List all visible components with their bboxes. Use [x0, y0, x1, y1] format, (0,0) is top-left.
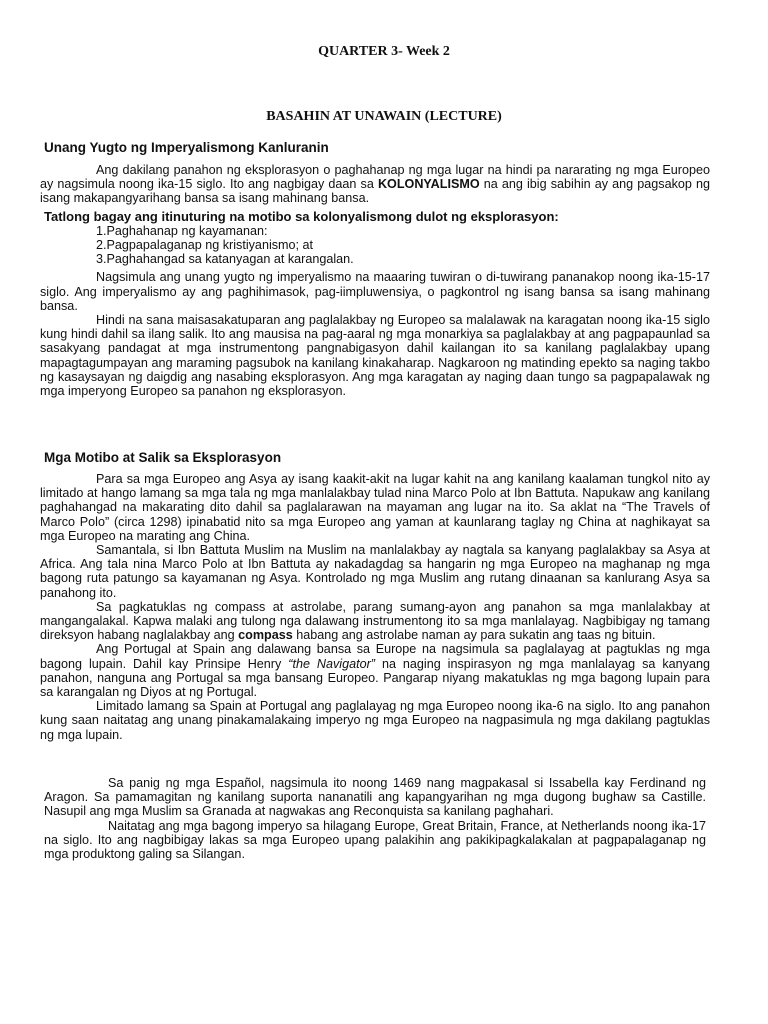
motives-lead: Tatlong bagay ang itinuturing na motibo sa kolonyalismong dulot ng eksplorasyon:: [44, 208, 559, 224]
navigator-epithet: “the Navigator”: [288, 656, 375, 671]
list-item: 1.Paghahanap ng kayamanan:: [96, 223, 268, 238]
paragraph-salik: Hindi na sana maisasakatuparan ang paglalakbay ng Europeo sa malalawak na karagatan noong ika-15 siglo kung hindi dahil sa ilang salik. Ito ang mausisa na pag-aaral ng mga monarkiya sa paglalakbay at ang pagpapaunlad sa sasakyang pandagat at mga instrumentong pangnabigasyon dahil kailangan ito sa kanilang paglalakbay upang mapagtagumpayan ang maraming pagsubok na kanilang kinakaharap. Nagkaroon ng matinding epekto sa naging takbo ng kasaysayan ng daigdig ang nasabing eksplorasyon. Ang mga karagatan ay naging daan tungo sa pagpapalawak ng mga imperyong Europeo sa panahon ng eksplorasyon.: [40, 313, 710, 399]
compass-text-b: habang ang astrolabe naman ay para sukatin ang taas ng bituin.: [292, 628, 656, 643]
list-item: 3.Paghahangad sa katanyagan at karangalan.: [96, 252, 354, 267]
list-item: 2.Pagpapalaganap ng kristiyanismo; at: [96, 238, 314, 253]
intro-text-b: na ang ibig sabihin ay ang pagsakop ng isang makapangyarihang bansa sa isang mahinang bansa.: [40, 177, 710, 206]
portugal-text-b: na naging inspirasyon ng mga manlalayag sa kanyang panahon, nanguna ang Portugal sa mga bansang Europeo. Pangarap niyang makatuklas ng mga bagong lupain para sa karangalan ng Diyos at ng Portugal.: [40, 656, 710, 700]
compass-keyword: compass: [238, 628, 293, 643]
paragraph-compass: [40, 600, 710, 643]
paragraph-bagong-imperyo: Naitatag ang mga bagong imperyo sa hilagang Europe, Great Britain, France, at Netherlands noong ika-17 na siglo. Ito ang nagbibigay lakas sa mga Europeo upang palakihin ang pakikipagkalakalan at pagpapalaganap ng mga produktong galing sa Silangan.: [44, 818, 706, 862]
paragraph-imperyalismo: Nagsimula ang unang yugto ng imperyalismo na maaaring tuwiran o di-tuwirang pananakop noong ika-15-17 siglo. Ang imperyalismo ay ang paghihimasok, pag-iimpluwensiya, o pagkontrol ng isang bansa sa isang mahinang bansa.: [40, 270, 710, 313]
intro-text-a: Ang dakilang panahon ng eksplorasyon o paghahanap ng mga lugar na hindi pa nararating ng mga Europeo ay nagsimula noong ika-15 siglo. Ito ang nagbigay daan sa: [40, 163, 710, 192]
paragraph-portugal-spain: [40, 642, 710, 699]
portugal-text-a: Ang Portugal at Spain ang dalawang bansa sa Europe na nagsimula sa paglalayag at pagtuklas ng mga bagong lupain. Dahil kay Prinsipe Henry: [40, 642, 710, 671]
part1-body: [40, 163, 710, 398]
paragraph-espanol: Sa panig ng mga Español, nagsimula ito noong 1469 nang magpakasal si Issabella kay Ferdinand ng Aragon. Sa pamamagitan ng kanilang suporta nananatili ang kapangyarihan ng mga dugong bughaw sa Castille. Nasupil ang mga Muslim sa Granada at nagwakas ang Reconquista sa kanilang paghahari.: [44, 776, 706, 819]
heading-mga-motibo: Mga Motibo at Salik sa Eksplorasyon: [44, 450, 282, 465]
paragraph-asya: Para sa mga Europeo ang Asya ay isang kaakit-akit na lugar kahit na ang kanilang kaalaman tungkol nito ay limitado at hango lamang sa mga tala ng mga manlalakbay tulad nina Marco Polo at Ibn Battuta. Napukaw ang kanilang paghahangad na makarating dito dahil sa paglalarawan na mayaman ang lugar na ito. Sa aklat na “The Travels of Marco Polo” (circa 1298) ipinabatid nito sa mga Europeo ang yaman at kaunlarang taglay ng China at naghikayat sa mga Europeo na marating ang China.: [40, 472, 710, 543]
quarter-title: QUARTER 3- Week 2: [318, 44, 450, 59]
paragraph-ibn-battuta: Samantala, si Ibn Battuta Muslim na Muslim na manlalakbay ay nagtala sa kanyang paglalakbay sa Asya at Africa. Ang tala nina Marco Polo at Ibn Battuta ay nakadagdag sa hangarin ng mga Europeo na maghanap ng mga bagong ruta patungo sa kayamanan ng Asya. Kontrolado ng mga Muslim ang rutang dinaanan sa kanlurang Asya sa panahong ito.: [40, 543, 710, 600]
part2-body: [40, 472, 710, 742]
part3-body: [44, 776, 706, 861]
section-title: BASAHIN AT UNAWAIN (LECTURE): [266, 109, 502, 124]
intro-paragraph: [40, 163, 710, 206]
paragraph-limitado: Limitado lamang sa Spain at Portugal ang paglalayag ng mga Europeo noong ika-6 na siglo. Ito ang panahon kung saan naitatag ang unang pinakamalakaing imperyo ng mga Europeo na nagpasimula ng mga dakilang pagtuklas ng mga lupain.: [40, 699, 710, 742]
motives-list: [40, 224, 710, 267]
intro-keyword: KOLONYALISMO: [377, 177, 480, 192]
compass-text-a: Sa pagkatuklas ng compass at astrolabe, parang sumang-ayon ang panahon sa mga manlalakbay at mangangalakal. Kapwa malaki ang tulong nga dalawang instrumentong ito sa mga manlalayag. Nagbibigay ng tamang direksyon habang naglalakbay ang: [40, 599, 710, 643]
heading-unang-yugto: Unang Yugto ng Imperyalismong Kanluranin: [44, 140, 329, 155]
